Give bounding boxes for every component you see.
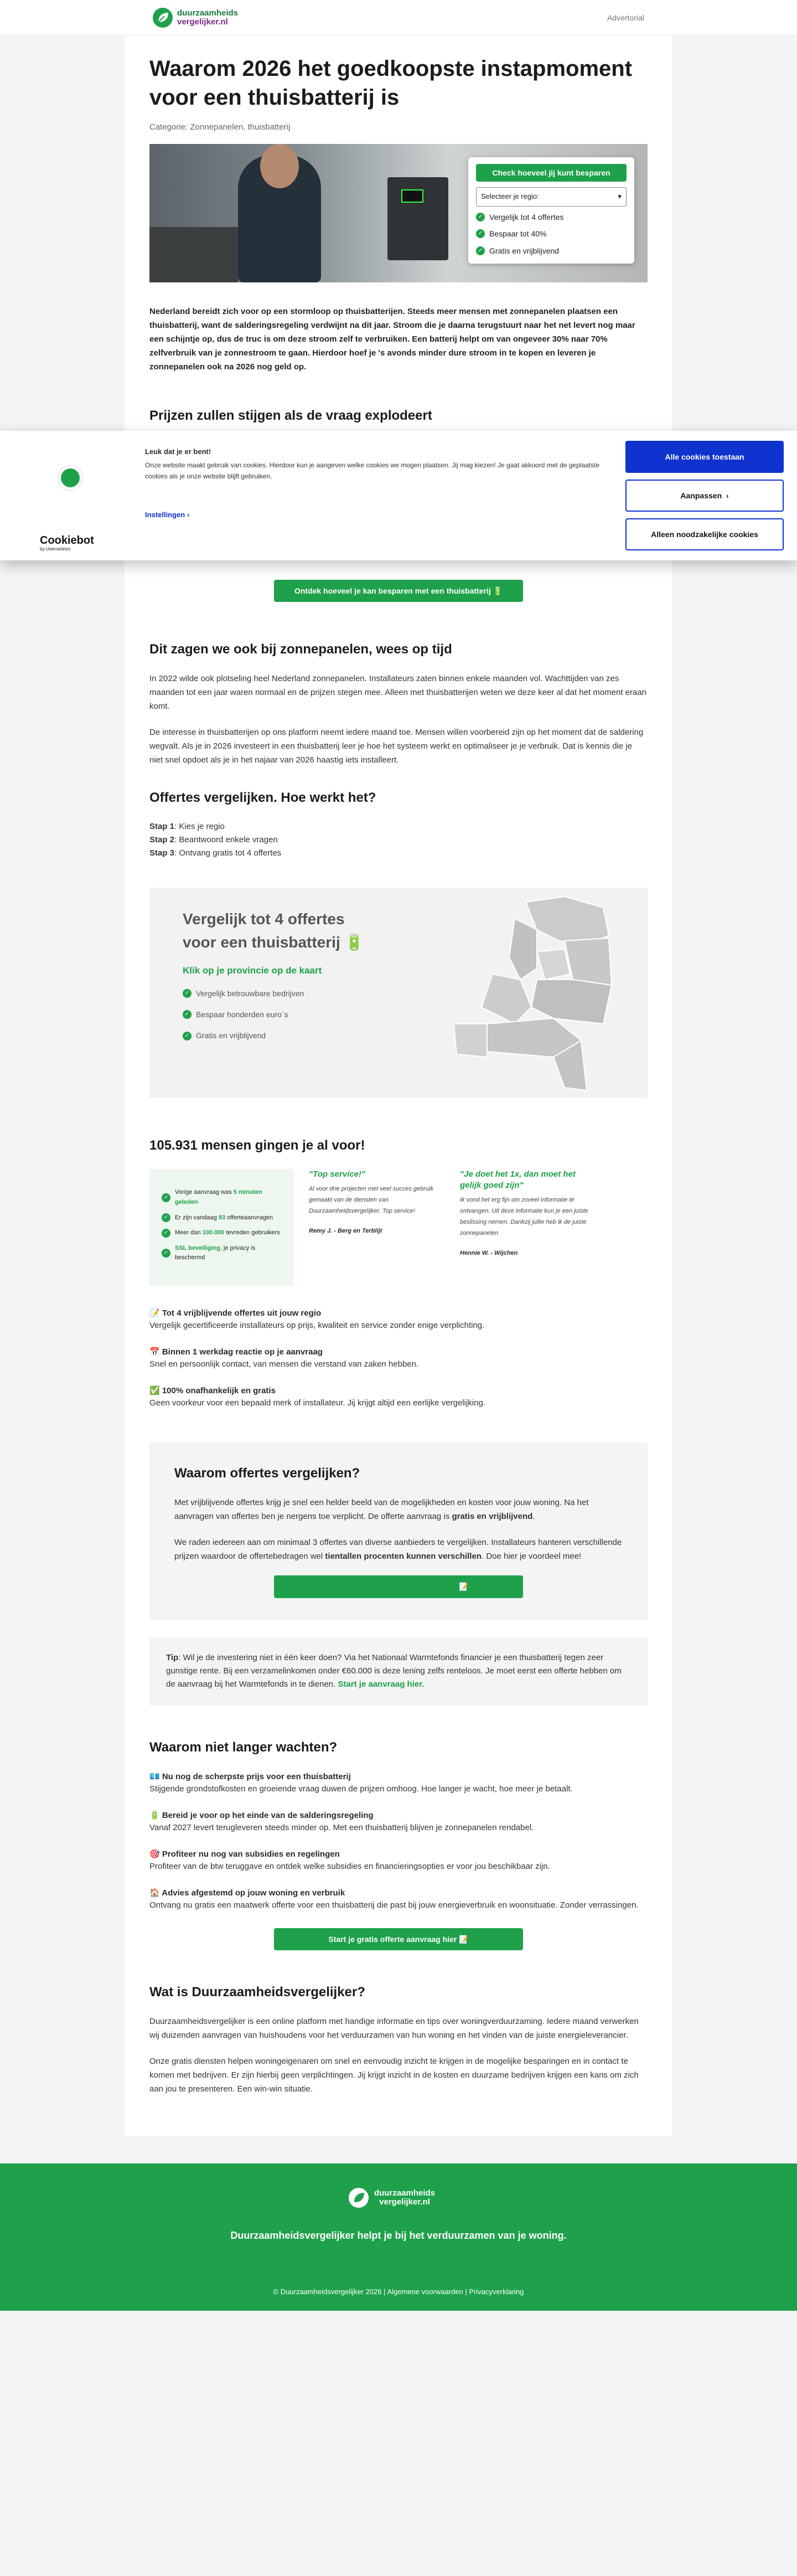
map-box (149, 888, 648, 1098)
stat-item: ✓ SSL beveiliging, je privacy is beschermd (162, 1244, 281, 1263)
section-title-steps: Offertes vergelijken. Hoe werkt het? (149, 790, 376, 806)
start-quote-button[interactable]: Start je gratis offerte aanvraag hier 📝 (274, 1928, 523, 1950)
chevron-right-icon: › (726, 491, 729, 500)
check-item: ✓ Bespaar honderden euro´s (183, 1008, 614, 1021)
reason-text: Stijgende grondstofkosten en groeiende vraag duwen de prijzen omhoog. Hoe langer je wacht, hoe meer je betaalt. (149, 1784, 573, 1794)
about-title: Wat is Duurzaamheidsvergelijker? (149, 1985, 365, 2000)
customize-cookies-button[interactable]: Aanpassen › (625, 480, 784, 512)
province-zeeland (454, 1024, 487, 1057)
check-item: ✓ Vergelijk tot 4 offertes (476, 211, 627, 223)
advertorial-label: Advertorial (607, 13, 644, 22)
check-icon: ✓ (476, 213, 485, 221)
check-icon: ✓ (476, 229, 485, 238)
lock-icon: ✓ (162, 1249, 170, 1258)
stats-box (149, 1169, 293, 1285)
check-item: ✓ Gratis en vrijblijvend (183, 1029, 614, 1042)
province-north-holland (509, 919, 537, 980)
paragraph: Onze gratis diensten helpen woningeigenaren om snel en eenvoudig inzicht te krijgen in de mogelijke besparingen en in contact te komen met bedrijven. Er zijn hierbij geen verplichtingen. Jij krijgt inzicht in de kosten en duurzame bedrijven krijgen een kans om zich aan jou te presenteren. Een win-win situatie. (149, 2057, 639, 2094)
cookie-banner (0, 431, 797, 560)
reason-title: 🔋 Bereid je voor op het einde van de salderingsregeling (149, 1810, 374, 1820)
paragraph: We raden iedereen aan om minimaal 3 offertes van diverse aanbieders te vergelijken. Installateurs hanteren verschillende prijzen waardoor de offertebedragen wel tientallen procenten kunnen verschillen. Doe hier je voordeel mee! (174, 1538, 622, 1562)
page-title: Waarom 2026 het goedkoopste instapmoment voor een thuisbatterij is (149, 56, 633, 110)
paragraph: In 2022 wilde ook plotseling heel Nederland zonnepanelen. Installateurs zaten binnen enkele maanden vol. Wachttijden van zes maanden tot een jaar waren normaal en de prijzen stegen mee. Alleen met thuisbatterijen weten we deze keer al dat het moment eraan komt. (149, 674, 647, 712)
check-item: ✓ Gratis en vrijblijvend (476, 245, 627, 257)
article-container (125, 35, 672, 2136)
logo-text: duurzaamheids vergelijker.nl (177, 8, 239, 27)
document-icon: ✓ (162, 1213, 170, 1222)
check-icon: ✓ (476, 246, 485, 255)
section-title-prices: Prijzen zullen stijgen als de vraag explodeert (149, 408, 432, 423)
reason-text: Vanaf 2027 levert terugleveren steeds minder op. Met een thuisbatterij blijven je zonnepanelen rendabel. (149, 1822, 534, 1832)
province-gelderland (531, 980, 612, 1024)
check-icon: ✓ (183, 989, 192, 998)
warmtefonds-link[interactable]: Start je aanvraag hier. (338, 1679, 425, 1689)
leaf-icon (153, 8, 173, 28)
why-wait-title: Waarom niet langer wachten? (149, 1739, 338, 1755)
discover-savings-button[interactable]: Ontdek hoeveel je kan besparen met een thuisbatterij 🔋 (274, 580, 523, 602)
usp-text: Geen voorkeur voor een bepaald merk of installateur. Jij krijgt altijd een eerlijke vergelijking. (149, 1398, 485, 1408)
tip-box: Tip: Wil je de investering niet in één keer doen? Via het Nationaal Warmtefonds financier je een thuisbatterij tegen zeer gunstige rente. Bij een verzamelinkomen onder €60.000 is deze lening zelfs renteloos. Je moet eerst een offerte hebben om de aanvraag bij het Warmtefonds in te dienen. Start je aanvraag hier. (149, 1637, 648, 1706)
site-logo[interactable] (153, 8, 238, 28)
start-quote-button[interactable]: Start je gratis offerte aanvraag hier 📝 (274, 1575, 523, 1598)
check-savings-button[interactable]: Check hoeveel jij kunt besparen (476, 164, 627, 182)
footer-logo[interactable]: duurzaamheids vergelijker.nl (349, 2188, 435, 2208)
map-box-subtitle: Klik op je provincie op de kaart (183, 965, 322, 976)
map-box-title: Vergelijk tot 4 offertes voor een thuisbatterij 🔋 (183, 910, 364, 951)
usp-text: Vergelijk gecertificeerde installateurs op prijs, kwaliteit en service zonder enige verplichting. (149, 1321, 485, 1331)
allow-all-cookies-button[interactable]: Alle cookies toestaan (625, 441, 784, 473)
why-wait-list (149, 1771, 648, 1912)
cookiebot-logo: Cookiebot by Usercentrics (40, 534, 94, 552)
reason-text: Ontvang nu gratis een maatwerk offerte voor een thuisbatterij die past bij jouw energieverbruik en woonsituatie. Zonder verrassingen. (149, 1900, 639, 1910)
footer-slogan: Duurzaamheidsvergelijker helpt je bij het verduurzamen van je woning. (230, 2230, 567, 2242)
paragraph: Duurzaamheidsvergelijker is een online platform met handige informatie en tips over woningverduurzaming. Iedere maand verwerken wij duizenden aanvragen van huishoudens voor het verduurzamen van hun woning en het vinden van de juiste energieleverancier. (149, 2017, 639, 2041)
intro-text: Nederland bereidt zich voor op een stormloop op thuisbatterijen. Steeds meer mensen met zonnepanelen plaatsen een thuisbatterij, want de salderingsregeling verdwijnt na dit jaar. Stroom die je daarna terugstuurt naar het net levert nog maar een schijntje op, dus de truc is om deze stroom zelf te verbruiken. Een batterij helpt om van ongeveer 30% naar 70% zelfverbruik van je zonnestroom te gaan. Hierdoor hoef je 's avonds minder dure stroom in te kopen en leveren je zonnepanelen ook na 2026 nog geld op. (149, 307, 635, 372)
check-item: ✓ Vergelijk betrouwbare bedrijven (183, 987, 614, 1000)
cookie-text: Onze website maakt gebruik van cookies. Hierdoor kun je aangeven welke cookies we mogen plaatsen. Jij mag kiezen! Je gaat akkoord met de geplaatste cookies als je onze website blijft gebruiken. (145, 461, 600, 480)
cookie-title: Leuk dat je er bent! (145, 447, 211, 456)
paragraph: Met vrijblijvende offertes krijg je snel een helder beeld van de mogelijkheden en kosten voor jouw woning. Na het aanvragen van offertes ben je nergens toe verplicht. De offerte aanvraag is gratis en vrijblijvend. (174, 1498, 589, 1522)
hero-image (149, 144, 648, 282)
footer-copyright[interactable]: © Duurzaamheidsvergelijker 2026 | Algemene voorwaarden | Privacyverklaring (273, 2288, 524, 2296)
usp-text: Snel en persoonlijk contact, van mensen die verstand van zaken hebben. (149, 1359, 419, 1369)
review-card: "Je doet het 1x, dan moet het gelijk goed zijn" Ik vond het erg fijn om zoveel informatie te ontvangen. Uit deze informatie kun je een juiste beslissing nemen. Dankzij jullie heb ik de juiste zonnepanelen Hennie W. - Wijchen (460, 1169, 588, 1257)
usp-title: 📝 Tot 4 vrijblijvende offertes uit jouw regio (149, 1308, 322, 1318)
netherlands-map[interactable] (454, 897, 614, 1090)
check-icon: ✓ (183, 1010, 192, 1019)
section-title-seen: Dit zagen we ook bij zonnepanelen, wees op tijd (149, 642, 452, 657)
stat-item: ✓ Er zijn vandaag 93 offerteaanvragen (162, 1213, 281, 1223)
province-south-holland (482, 974, 531, 1024)
chevron-down-icon: ▾ (618, 192, 622, 200)
necessary-cookies-button[interactable]: Alleen noodzakelijke cookies (625, 518, 784, 550)
check-item: ✓ Bespaar tot 40% (476, 228, 627, 240)
category-label: Categorie: Zonnepanelen, thuisbatterij (149, 122, 291, 132)
check-icon: ✓ (183, 1032, 192, 1040)
users-icon: ✓ (162, 1229, 170, 1238)
stat-item: ✓ Meer dan 100.000 tevreden gebruikers (162, 1228, 281, 1238)
leaf-icon (349, 2188, 369, 2208)
hero-form-card (468, 157, 634, 264)
reason-text: Profiteer van de btw teruggave en ontdek welke subsidies en financieringsopties er voor jou beschikbaar zijn. (149, 1861, 550, 1871)
province-flevoland (537, 949, 570, 980)
region-select[interactable]: Selecteer je regio: ▾ (476, 187, 627, 207)
review-card: "Top service!" Al voor drie projecten met veel succes gebruik gemaakt van de diensten van Duurzaamheidsvergelijker. Top service! Remy J. - Berg en Terblijt (309, 1169, 433, 1235)
reason-title: 🎯 Profiteer nu nog van subsidies en regelingen (149, 1849, 340, 1859)
why-compare-box (149, 1442, 648, 1620)
usp-title: 📅 Binnen 1 werkdag reactie op je aanvraag (149, 1347, 323, 1357)
usp-list (149, 1307, 648, 1409)
battery-image (387, 177, 448, 260)
social-proof-title: 105.931 mensen gingen je al voor! (149, 1138, 365, 1153)
province-overijssel (565, 938, 612, 985)
top-bar (0, 0, 797, 35)
paragraph: De interesse in thuisbatterijen op ons platform neemt iedere maand toe. Mensen willen voorbereid zijn op het moment dat de saldering wegvalt. Als je in 2026 investeert in een thuisbatterij leer je hoe het systeem werkt en optimaliseer je je verbruik. Dat is kennis die je niet snel opdoet als je in het najaar van 2026 haastig iets installeert. (149, 728, 644, 765)
stat-item: ✓ Vorige aanvraag was 5 minuten geleden (162, 1188, 281, 1207)
reason-title: 🏠 Advies afgestemd op jouw woning en verbruik (149, 1888, 345, 1898)
footer (0, 2163, 797, 2311)
steps-list: Stap 1: Kies je regio Stap 2: Beantwoord enkele vragen Stap 3: Ontvang gratis tot 4 offertes (149, 822, 282, 858)
clock-icon: ✓ (162, 1193, 170, 1202)
cookie-site-logo (58, 465, 83, 491)
reason-title: 💶 Nu nog de scherpste prijs voor een thuisbatterij (149, 1771, 351, 1781)
reviews-section (149, 1169, 648, 1285)
why-compare-title: Waarom offertes vergelijken? (174, 1466, 360, 1481)
chevron-right-icon: › (187, 511, 190, 519)
cookie-settings-link[interactable]: Instellingen › (145, 511, 190, 519)
usp-title: ✅ 100% onafhankelijk en gratis (149, 1386, 276, 1396)
